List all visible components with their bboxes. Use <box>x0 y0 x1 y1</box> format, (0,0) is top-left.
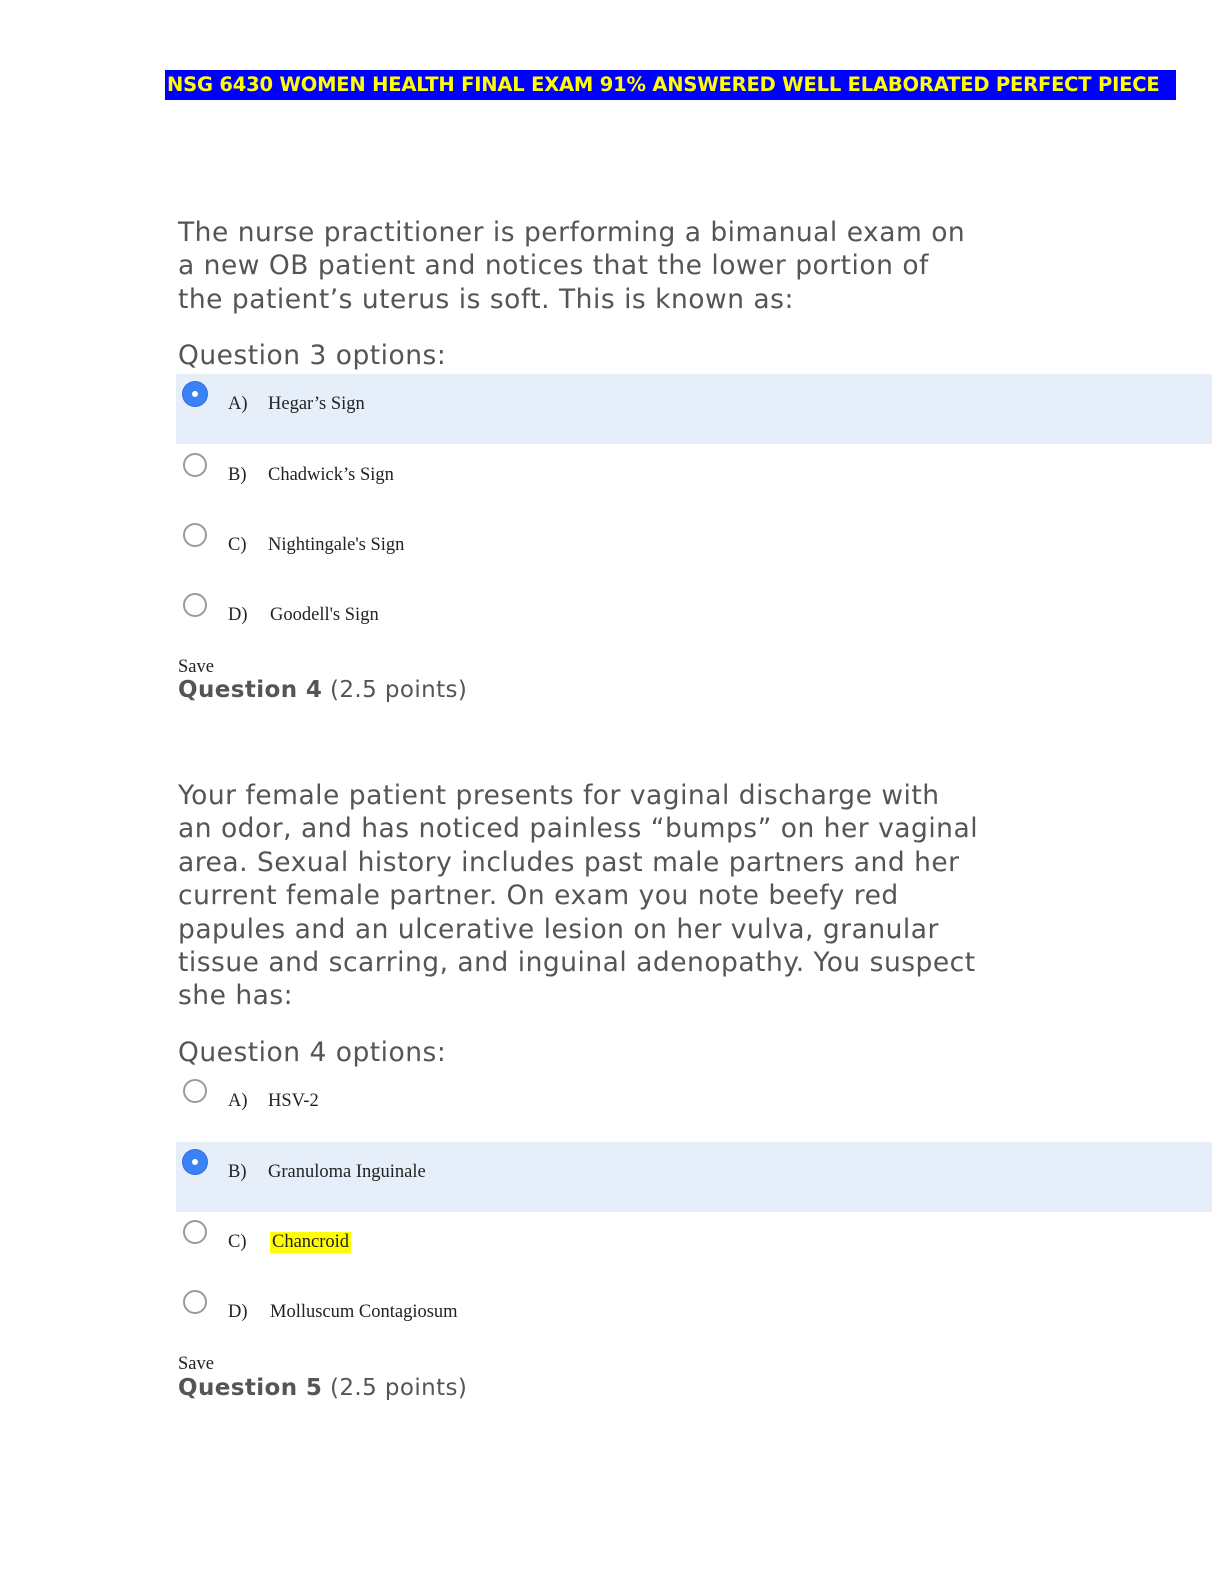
q3-option-c[interactable] <box>176 515 1212 585</box>
question-text-line: tissue and scarring, and inguinal adenopathy. You suspect <box>178 947 976 979</box>
q3-option-d[interactable] <box>176 585 1212 655</box>
option-label: Granuloma Inguinale <box>268 1162 426 1182</box>
question-points: (2.5 points) <box>330 677 468 703</box>
option-label: HSV-2 <box>268 1091 319 1111</box>
radio-unchecked-icon[interactable] <box>183 593 207 617</box>
option-letter: B) <box>228 465 247 485</box>
question-text-line: area. Sexual history includes past male partners and her <box>178 846 960 878</box>
question-text-line: an odor, and has noticed painless “bumps” on her vaginal <box>178 813 979 845</box>
option-label-highlighted: Chancroid <box>272 1232 350 1252</box>
option-letter: B) <box>228 1162 247 1182</box>
option-letter: D) <box>228 1302 248 1322</box>
q4-option-d[interactable] <box>176 1282 1212 1352</box>
q4-option-b[interactable] <box>176 1142 1212 1212</box>
question-4-options-heading: Question 4 options: <box>178 1037 447 1068</box>
question-4-text <box>178 779 1058 1013</box>
question-points: (2.5 points) <box>330 1375 468 1401</box>
question-text-line: the patient’s uterus is soft. This is known as: <box>178 283 794 315</box>
radio-unchecked-icon[interactable] <box>183 1220 207 1244</box>
question-3-options-heading: Question 3 options: <box>178 340 447 371</box>
option-label: Chadwick’s Sign <box>268 465 394 485</box>
question-text-line: a new OB patient and notices that the lower portion of <box>178 250 929 282</box>
option-letter: C) <box>228 1232 247 1252</box>
q4-option-a[interactable] <box>176 1071 1212 1141</box>
option-label: Nightingale's Sign <box>268 535 405 555</box>
document-title-banner: NSG 6430 WOMEN HEALTH FINAL EXAM 91% ANSWERED WELL ELABORATED PERFECT PIECE <box>165 70 1176 100</box>
option-label: Hegar’s Sign <box>268 394 365 414</box>
question-text-line: she has: <box>178 980 294 1012</box>
q3-option-b[interactable] <box>176 445 1212 515</box>
radio-checked-icon[interactable] <box>183 1150 207 1174</box>
question-5-header <box>178 1375 467 1401</box>
question-text-line: Your female patient presents for vaginal discharge with <box>178 780 940 811</box>
q4-save-link[interactable]: Save <box>178 1354 214 1374</box>
question-number: Question 5 <box>178 1375 323 1401</box>
option-letter: C) <box>228 535 247 555</box>
q3-save-link[interactable]: Save <box>178 657 214 677</box>
question-number: Question 4 <box>178 677 323 703</box>
option-letter: D) <box>228 605 248 625</box>
question-3-text <box>178 216 1058 316</box>
option-label: Molluscum Contagiosum <box>270 1302 458 1322</box>
radio-unchecked-icon[interactable] <box>183 1290 207 1314</box>
radio-unchecked-icon[interactable] <box>183 1079 207 1103</box>
radio-unchecked-icon[interactable] <box>183 453 207 477</box>
radio-checked-icon[interactable] <box>183 382 207 406</box>
question-text-line: papules and an ulcerative lesion on her vulva, granular <box>178 913 939 945</box>
question-text-line: current female partner. On exam you note beefy red <box>178 880 899 912</box>
question-text-line: The nurse practitioner is performing a bimanual exam on <box>178 217 966 248</box>
question-4-header <box>178 677 467 703</box>
q3-option-a[interactable] <box>176 374 1212 444</box>
radio-unchecked-icon[interactable] <box>183 523 207 547</box>
option-label: Goodell's Sign <box>270 605 379 625</box>
option-letter: A) <box>228 1091 248 1111</box>
q4-option-c[interactable] <box>176 1212 1212 1282</box>
option-letter: A) <box>228 394 248 414</box>
